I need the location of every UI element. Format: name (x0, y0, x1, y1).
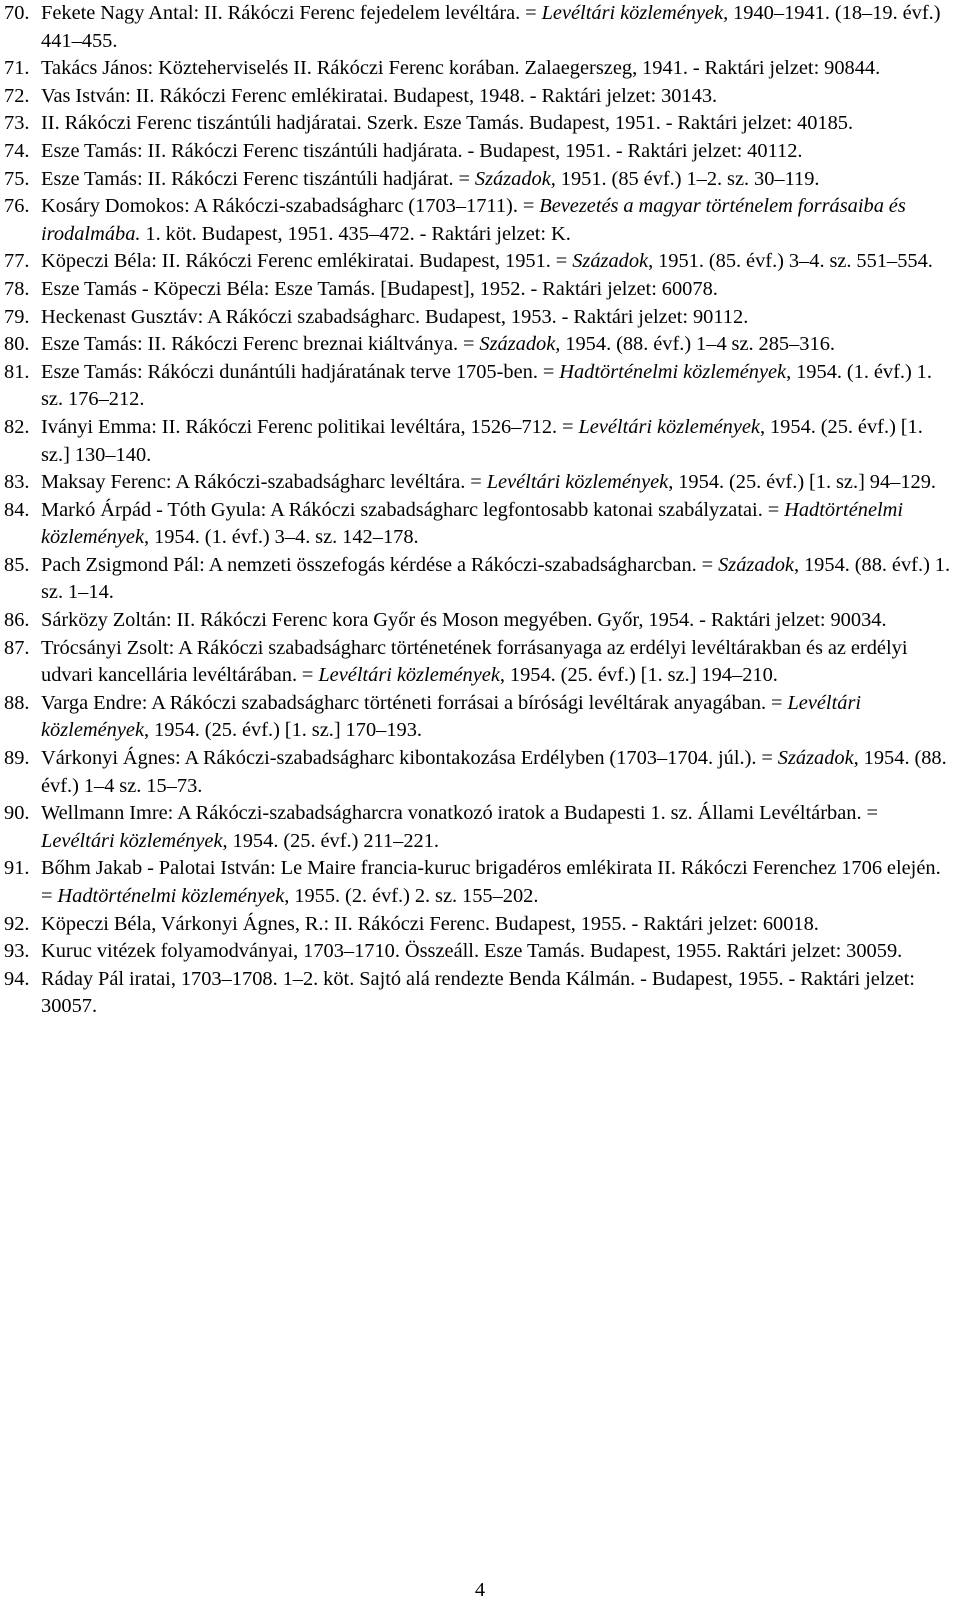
entry-text (41, 913, 819, 935)
publication-title: Századok, (479, 333, 561, 356)
publication-title: Századok (718, 553, 794, 576)
entry-text (41, 2, 941, 52)
entry-text (41, 250, 933, 272)
bibliography-entry (4, 635, 954, 690)
entry-segment: Esze Tamás: II. Rákóczi Ferenc tiszántúli hadjárata. - Budapest, 1951. - Raktári jelzet: 40112. (41, 139, 803, 162)
entry-text (41, 306, 748, 328)
entry-segment: , 1951. (85. évf.) 3–4. sz. 551–554. (648, 250, 933, 273)
entry-number: 91. (4, 857, 30, 880)
bibliography-entry (4, 911, 954, 939)
bibliography-entry (4, 607, 954, 635)
bibliography-entry (4, 304, 954, 332)
entry-number: 82. (4, 415, 30, 438)
entry-number: 85. (4, 553, 30, 576)
entry-text (41, 57, 880, 79)
bibliography-entry (4, 966, 954, 1021)
entry-number: 87. (4, 636, 30, 659)
entry-text (41, 85, 717, 107)
bibliography-list (4, 0, 954, 1021)
entry-segment: Varga Endre: A Rákóczi szabadságharc történeti forrásai a bírósági levéltárak anyagában. = (41, 691, 788, 714)
publication-title: Bevezetés a magyar történelem forrásaiba és irodalmába. (41, 195, 906, 245)
entry-segment: Takács János: Közteherviselés II. Rákóczi Ferenc korában. Zalaegerszeg, 1941. - Raktári jelzet: 90844. (41, 57, 881, 80)
entry-number: 73. (4, 112, 30, 135)
publication-title: Hadtörténelmi közlemények (559, 360, 787, 383)
entry-segment: 1. köt. Budapest, 1951. 435–472. - Raktári jelzet: K. (140, 222, 571, 245)
publication-title: Hadtörténelmi közlemények (57, 885, 285, 907)
entry-number: 78. (4, 277, 30, 300)
entry-text (41, 968, 915, 1018)
publication-title: Levéltári közlemények, (541, 2, 729, 24)
bibliography-entry (4, 469, 954, 497)
publication-title: Levéltári közlemények (41, 691, 862, 742)
entry-segment: Bőhm Jakab - Palotai István: Le Maire francia-kuruc brigadéros emlékirata II. Rákóczi Ferenchez 1706 elején. = (41, 857, 941, 907)
entry-segment: Sárközy Zoltán: II. Rákóczi Ferenc kora Győr és Moson megyében. Győr, 1954. - Raktári jelzet: 90034. (41, 609, 887, 632)
entry-text (41, 499, 903, 549)
entry-segment: , 1954. (1. évf.) 1. sz. 176–212. (41, 360, 932, 411)
entry-number: 83. (4, 471, 30, 494)
entry-segment: Esze Tamás: II. Rákóczi Ferenc tiszántúli hadjárat. = (41, 167, 475, 190)
publication-title: Századok (777, 747, 854, 770)
bibliography-entry (4, 497, 954, 552)
publication-title: Hadtörténelmi közlemények (41, 498, 904, 549)
publication-title: Levéltári közlemények (41, 829, 223, 852)
entry-segment: , 1954. (25. évf.) [1. sz.] 94–129. (668, 471, 937, 494)
bibliography-entry (4, 138, 954, 166)
entry-text (41, 554, 950, 604)
entry-segment: , 1954. (25. évf.) [1. sz.] 130–140. (41, 415, 923, 466)
entry-segment: 1940–1941. (18–19. évf.) 441–455. (41, 2, 941, 52)
publication-title: Századok (572, 250, 649, 273)
entry-segment: , 1954. (25. évf.) [1. sz.] 194–210. (499, 664, 778, 687)
entry-number: 71. (4, 57, 30, 80)
entry-text (41, 940, 902, 962)
entry-text (41, 168, 820, 190)
entry-segment: , 1954. (25. évf.) [1. sz.] 170–193. (144, 719, 423, 742)
entry-text (41, 195, 906, 245)
entry-segment: , 1954. (88. évf.) 1. sz. 1–14. (41, 553, 951, 604)
bibliography-entry (4, 800, 954, 855)
bibliography-entry (4, 55, 954, 83)
entry-segment: Fekete Nagy Antal: II. Rákóczi Ferenc fejedelem levéltára. = (41, 2, 542, 24)
bibliography-entry (4, 690, 954, 745)
entry-segment: Heckenast Gusztáv: A Rákóczi szabadságharc. Budapest, 1953. - Raktári jelzet: 90112. (41, 305, 749, 328)
entry-segment: Ráday Pál iratai, 1703–1708. 1–2. köt. Sajtó alá rendezte Benda Kálmán. - Budapest, 1955. - Raktári jelzet: 30057. (41, 967, 915, 1018)
bibliography-entry (4, 855, 954, 910)
bibliography-entry (4, 193, 954, 248)
entry-segment: Vas István: II. Rákóczi Ferenc emlékiratai. Budapest, 1948. - Raktári jelzet: 30143. (41, 84, 718, 107)
publication-title: Levéltári közlemények (318, 664, 500, 687)
bibliography-entry (4, 248, 954, 276)
entry-number: 72. (4, 84, 30, 107)
publication-title: Levéltári közlemények (578, 415, 760, 438)
entry-segment: Markó Árpád - Tóth Gyula: A Rákóczi szabadságharc legfontosabb katonai szabályzatai. = (41, 498, 785, 521)
bibliography-entry (4, 331, 954, 359)
entry-number: 76. (4, 195, 30, 218)
entry-segment: Iványi Emma: II. Rákóczi Ferenc politikai levéltára, 1526–712. = (41, 415, 579, 438)
entry-number: 79. (4, 305, 30, 328)
entry-segment: 1951. (85 évf.) 1–2. sz. 30–119. (555, 167, 820, 190)
entry-number: 74. (4, 139, 30, 162)
entry-number: 80. (4, 333, 30, 356)
entry-text (41, 333, 835, 355)
entry-segment: Köpeczi Béla: II. Rákóczi Ferenc emlékiratai. Budapest, 1951. = (41, 250, 573, 273)
entry-number: 81. (4, 360, 30, 383)
entry-text (41, 609, 887, 631)
entry-segment: Kuruc vitézek folyamodványai, 1703–1710. Összeáll. Esze Tamás. Budapest, 1955. Raktári jelzet: 30059. (41, 940, 903, 963)
entry-segment: Várkonyi Ágnes: A Rákóczi-szabadságharc kibontakozása Erdélyben (1703–1704. júl.). = (41, 747, 778, 770)
entry-segment: Esze Tamás: II. Rákóczi Ferenc breznai kiáltványa. = (41, 333, 480, 356)
bibliography-entry (4, 83, 954, 111)
entry-text (41, 747, 947, 797)
entry-text (41, 857, 941, 907)
bibliography-entry (4, 745, 954, 800)
publication-title: Levéltári közlemények (486, 471, 669, 494)
entry-number: 70. (4, 2, 30, 24)
entry-segment: II. Rákóczi Ferenc tiszántúli hadjáratai. Szerk. Esze Tamás. Budapest, 1951. - Raktári jelzet: 40185. (41, 112, 854, 135)
entry-number: 86. (4, 609, 30, 632)
entry-text (41, 361, 932, 411)
entry-number: 92. (4, 912, 30, 935)
bibliography-entry (4, 166, 954, 194)
entry-segment: Wellmann Imre: A Rákóczi-szabadságharcra vonatkozó iratok a Budapesti 1. sz. Állami Levéltárban. = (41, 802, 878, 825)
bibliography-entry (4, 938, 954, 966)
entry-segment: Esze Tamás - Köpeczi Béla: Esze Tamás. [Budapest], 1952. - Raktári jelzet: 60078. (41, 277, 718, 300)
entry-number: 94. (4, 967, 30, 990)
entry-text (41, 278, 718, 300)
entry-segment: , 1954. (25. évf.) 211–221. (222, 829, 440, 852)
entry-segment: Trócsányi Zsolt: A Rákóczi szabadságharc történetének forrásanyaga az erdélyi levéltárakban és az erdélyi udvari kancellária levéltárában. = (41, 636, 908, 687)
entry-segment: , 1954. (1. évf.) 3–4. sz. 142–178. (144, 526, 419, 549)
entry-segment: 1954. (88. évf.) 1–4 sz. 285–316. (560, 333, 835, 356)
entry-segment: , 1955. (2. évf.) 2. sz. 155–202. (284, 885, 539, 907)
entry-number: 89. (4, 747, 30, 770)
entry-text (41, 140, 803, 162)
entry-number: 84. (4, 498, 30, 521)
bibliography-entry (4, 359, 954, 414)
entry-number: 77. (4, 250, 30, 273)
bibliography-entry (4, 0, 954, 55)
bibliography-entry (4, 414, 954, 469)
entry-text (41, 637, 907, 687)
bibliography-entry (4, 276, 954, 304)
bibliography-entry (4, 552, 954, 607)
entry-text (41, 802, 878, 852)
entry-segment: Esze Tamás: Rákóczi dunántúli hadjáratának terve 1705-ben. = (41, 360, 560, 383)
entry-text (41, 112, 853, 134)
entry-segment: , 1954. (88. évf.) 1–4 sz. 15–73. (41, 747, 947, 797)
entry-text (41, 471, 936, 493)
entry-text (41, 416, 923, 466)
entry-number: 88. (4, 691, 30, 714)
entry-segment: Kosáry Domokos: A Rákóczi-szabadságharc (1703–1711). = (41, 195, 540, 218)
entry-number: 75. (4, 167, 30, 190)
page-number: 4 (474, 1579, 486, 1601)
publication-title: Századok, (474, 167, 556, 190)
entry-number: 93. (4, 940, 30, 963)
entry-segment: Maksay Ferenc: A Rákóczi-szabadságharc levéltára. = (41, 471, 487, 494)
bibliography-entry (4, 110, 954, 138)
entry-number: 90. (4, 802, 30, 825)
entry-segment: Pach Zsigmond Pál: A nemzeti összefogás kérdése a Rákóczi-szabadságharcban. = (41, 553, 719, 576)
entry-text (41, 692, 861, 742)
entry-segment: Köpeczi Béla, Várkonyi Ágnes, R.: II. Rákóczi Ferenc. Budapest, 1955. - Raktári jelzet: 60018. (41, 912, 819, 935)
